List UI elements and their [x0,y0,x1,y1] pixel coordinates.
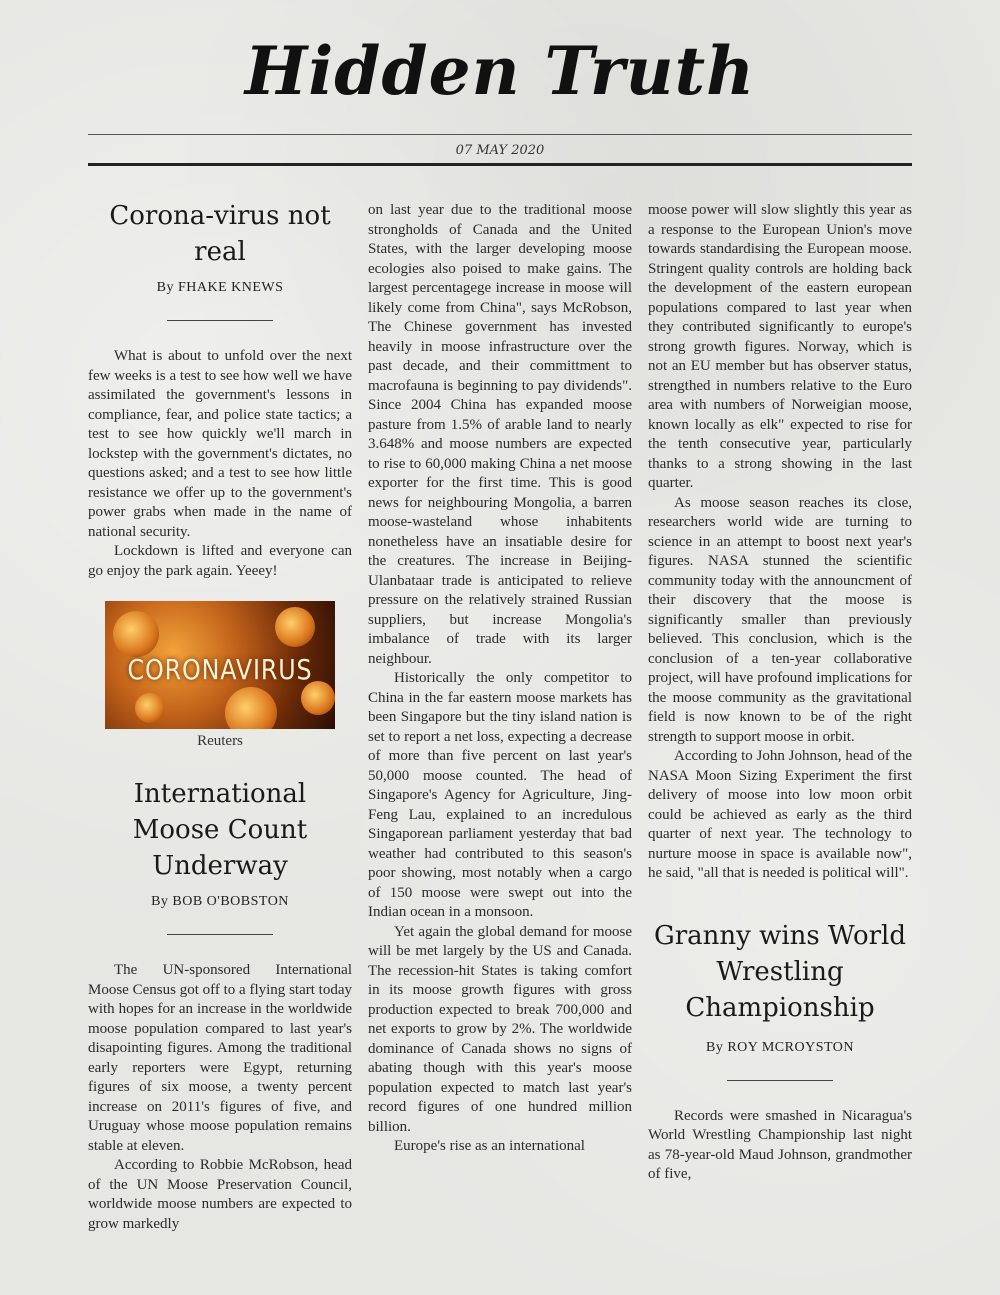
article3-divider [727,1080,833,1081]
article2-divider [167,934,273,935]
masthead-title: Hidden Truth [244,32,756,110]
article2-paragraph: Europe's rise as an international [394,1138,585,1154]
article2-byline: By BOB O'BOBSTON [151,894,289,909]
article2-paragraph: Yet again the global demand for moose will be met largely by the US and Canada. The recession-hit States is taking comfort in its moose growth figures with gross production expected to break 700,000 and net exports to grow by 2%. The worldwide dominance of Canada shows no signs of abating though with this year's moose population expected to match last year's record figures of one hundred million billion. [368,923,632,1135]
article3-byline: By ROY MCROYSTON [705,1039,855,1055]
article2-paragraph: As moose season reaches its close, researchers world wide are turning to science in an attempt to boost next year's figures. NASA stunned the scientific community today with the announcment of their discovery that the moose is significantly smaller than previously believed. This conclusion, which is the conclusion of a ten-year collaborative project, will have profound implications for the moose community as the gravitational field is now known to be of the right strength to support moose in orbit. [648,494,912,745]
article2-paragraph: moose power will slow slightly this year as a response to the European Union's move towards standardising the European moose. Stringent quality controls are holding back the development of the eastern european populations compared to last year when they contributed significantly to europe's strong growth figures. Norway, which is not an EU member but has observer status, strengthed in numbers relative to the Euro area with numbers of Norweigian moose, known locally as elk" expected to rise for the tenth consecutive year, particularly thanks to a strong showing in the last quarter. [648,202,912,491]
article1-paragraph: Lockdown is lifted and everyone can go enjoy the park again. Yeeey! [88,543,352,579]
coronavirus-image [105,601,335,729]
article3-paragraph: Records were smashed in Nicaragua's World Wrestling Championship last night as 78-year-old Maud Johnson, grandmother of five, [648,1107,912,1182]
column-1 [88,198,352,1234]
image-caption: Reuters [197,733,243,749]
coronavirus-image-text: CORONAVIRUS [127,653,313,686]
article2-paragraph: on last year due to the traditional moose strongholds of Canada and the United States, with the larger developing moose ecologies also poised to make gains. The largest percentagege increase in moose will likely come from China", says McRobson, The Chinese government has invested heavily in moose infrastructure over the past decade, and their committment to macrofauna is beginning to pay dividends". Since 2004 China has expanded moose pasture from 1.5% of arable land to nearly 3.648% and moose numbers are expected to rise to 60,000 making China a net moose exporter for the first time. This is good news for neighbouring Mongolia, a barren moose-wasteland whose inhabitents nonetheless have an insatiable desire for the creatures. The increase in Beijing-Ulanbataar trade is anticipated to relieve pressure on the relatively strained Russian suppliers, but increase Mongolia's imbalance of trade with its larger neighbour. [368,202,632,667]
article2-paragraph: According to Robbie McRobson, head of the UN Moose Preservation Council, worldwide moose numbers are expected to grow markedly [88,1157,352,1232]
article2-paragraph: The UN-sponsored International Moose Census got off to a flying start today with hopes for an increase in the worldwide moose population compared to last year's disapointing figures. Among the traditional early reporters were Egypt, returning figures of six moose, a twenty percent increase on 2011's figures of five, and Uruguay whose moose population remains stable at eleven. [88,962,352,1154]
masthead-rule-top [88,134,912,135]
article1-paragraph: What is about to unfold over the next few weeks is a test to see how well we have assimilated the government's lessons in compliance, fear, and police state tactics; a test to see how quickly we'll march in lockstep with the government's dictates, no questions asked; and a test to see how little resistance we offer up to the government's power grabs when made in the name of national security. [88,348,352,540]
article1-divider [167,320,273,321]
column-2 [368,201,632,1157]
masthead-rule-bottom [88,163,912,166]
article2-paragraph: According to John Johnson, head of the NASA Moon Sizing Experiment the first delivery of moose into low moon orbit could be achieved as early as the third quarter of next year. The technology to nurture moose in space is available now", he said, "all that is needed is political will". [648,748,912,881]
column-3 [648,201,912,1185]
article1-headline: Corona-virus not real [109,201,331,267]
article2-headline: International Moose Count Underway [132,779,308,881]
issue-date: 07 MAY 2020 [455,143,545,158]
article1-byline: By FHAKE KNEWS [156,280,284,295]
article2-paragraph: Historically the only competitor to China in the far eastern moose markets has been Singapore but the tiny island nation is set to report a net loss, expecting a decrease of more than five percent on last year's 50,000 moose counted. The head of Singapore's Agency for Agriculture, Jing-Feng Lau, explained to an incredulous Singaporean parliament yesterday that bad weather had contributed to this season's poor showing, most notably when a cargo of 150 moose were swept out into the Indian ocean in a monsoon. [368,670,632,920]
article3-headline: Granny wins World Wrestling Championship [653,920,907,1023]
